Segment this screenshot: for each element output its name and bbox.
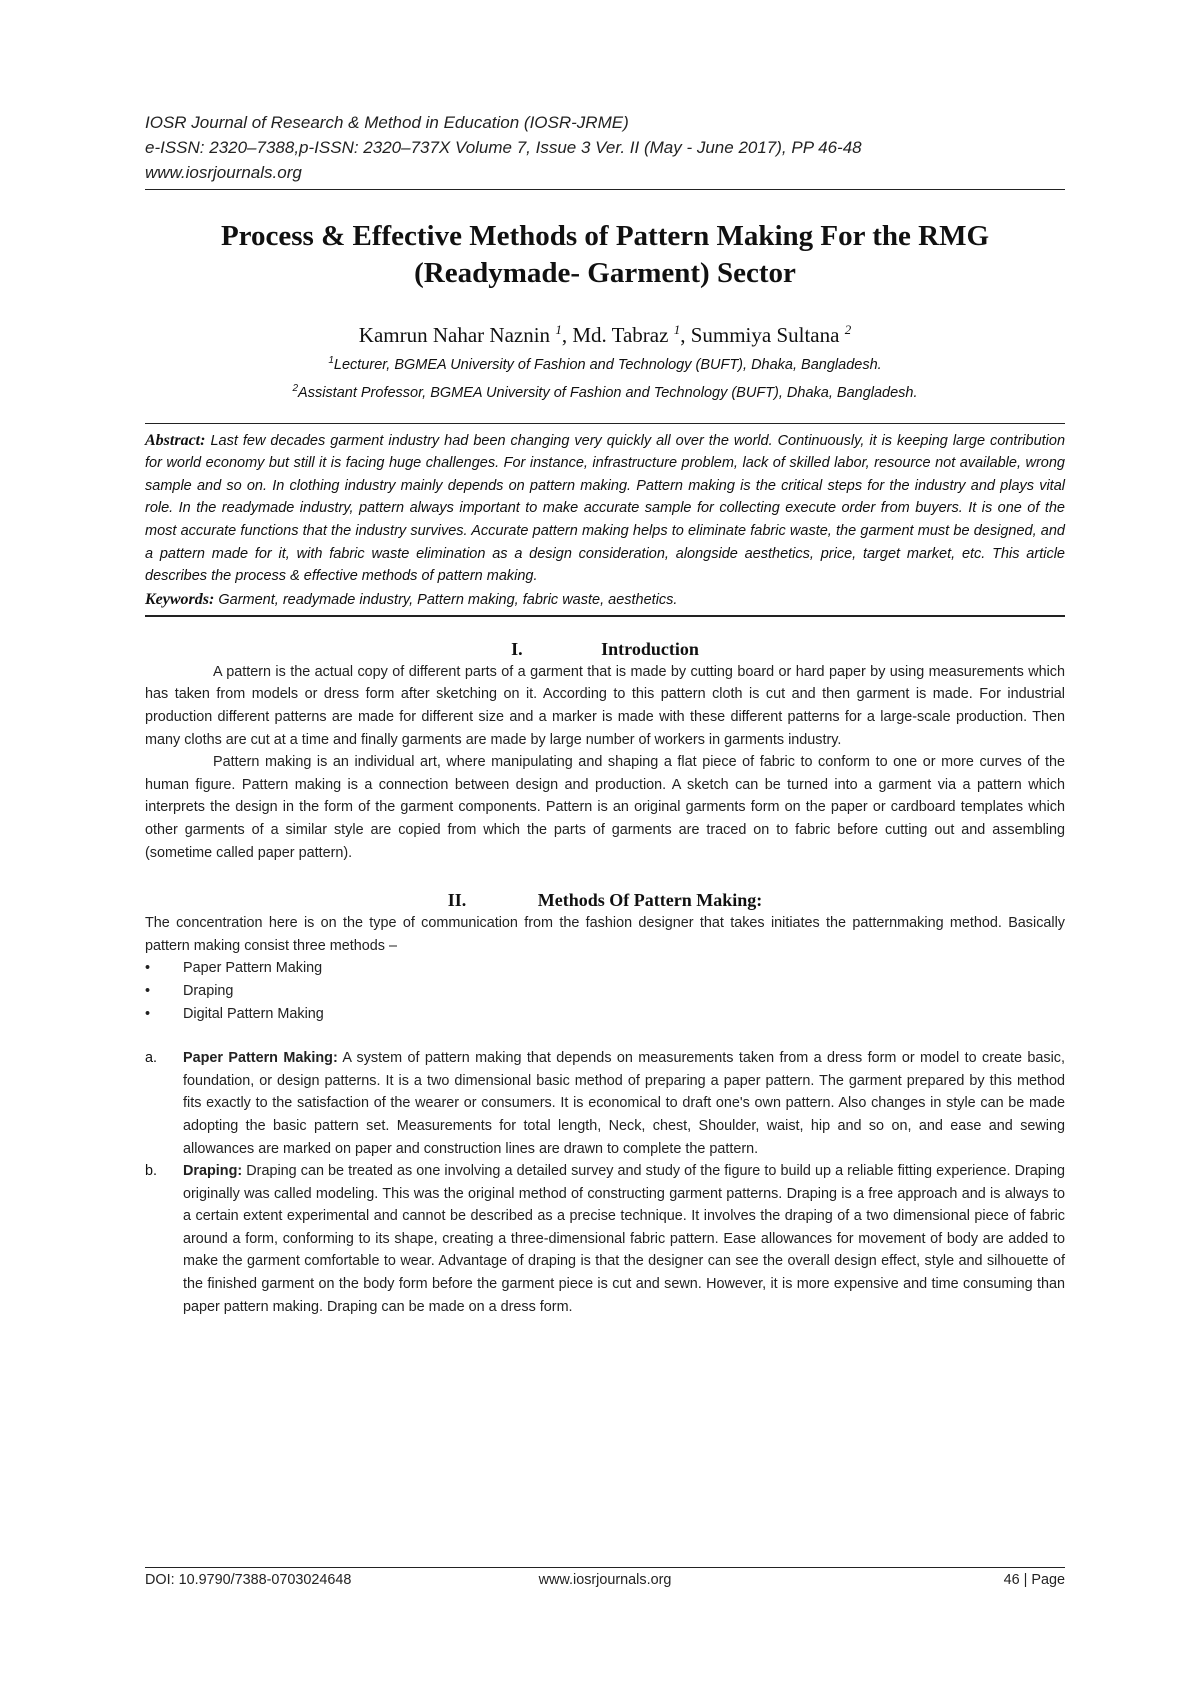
affiliation-mark: 2 xyxy=(292,382,299,394)
section-heading-methods xyxy=(145,888,1065,912)
author-affil-mark: 2 xyxy=(844,322,852,337)
bullet-icon: • xyxy=(145,1005,151,1022)
item-marker: a. xyxy=(145,1050,158,1067)
abstract-section xyxy=(145,423,1065,611)
affiliation-text: Assistant Professor, BGMEA University of Fashion and Technology (BUFT), Dhaka, Bangladesh. xyxy=(298,384,918,401)
abstract-rule xyxy=(145,615,1065,617)
title-line-1: Process & Effective Methods of Pattern Making For the RMG xyxy=(220,220,990,252)
affiliation-line xyxy=(145,349,1065,377)
intro-paragraph-2: Pattern making is an individual art, where manipulating and shaping a flat piece of fabric to conform to one or more curves of the human figure. Pattern making is a connection between design and production. A sketch can be turned into a garment via a pattern which interprets the design in the form of the garment components. Pattern is an original garments form on the paper or cardboard templates which other garments of a similar style are copied from which the parts of garments are traced on to fabric before cutting out and assembling (sometime called paper pattern). xyxy=(145,754,1065,861)
affiliation-line xyxy=(145,377,1065,405)
methods-intro: The concentration here is on the type of communication from the fashion designer that takes initiates the patternmaking method. Basically pattern making consist three methods – xyxy=(145,915,1065,954)
bullet-icon: • xyxy=(145,982,151,999)
affiliations xyxy=(145,349,1065,405)
section-number: I. xyxy=(511,638,523,659)
footer-site[interactable]: www.iosrjournals.org xyxy=(538,1572,672,1588)
list-item-text: Paper Pattern Making xyxy=(183,960,323,977)
journal-url[interactable]: www.iosrjournals.org xyxy=(145,163,302,182)
item-marker: b. xyxy=(145,1163,158,1180)
abstract-label: Abstract: xyxy=(145,431,206,449)
list-item-text: Digital Pattern Making xyxy=(183,1005,324,1022)
item-text: Draping can be treated as one involving a detailed survey and study of the figure to build up a reliable fitting experience. Draping originally was called modeling. This was the original method of constructing garment patterns. Draping is a free approach and is always to a certain extent experimental and cannot be described as a precise technique. It involves the draping of a two dimensional piece of fabric around a form, conforming to its shape, creating a three-dimensional fabric pattern. Ease allowances for movement of body are added to make the garment comfortable to wear. Advantage of draping is that the designer can see the overall design effect, style and silhouette of the finished garment on the body form before the garment piece is cut and sewn. However, it is more expensive and time consuming than paper pattern making. Draping can be made on a dress form. xyxy=(183,1163,1066,1315)
methods-lettered-list xyxy=(145,1047,1065,1318)
footer-doi[interactable]: DOI: 10.9790/7388-0703024648 xyxy=(145,1572,352,1588)
affiliation-mark: 1 xyxy=(328,355,334,366)
author-name: Md. Tabraz xyxy=(572,323,669,347)
title-line-2: (Readymade- Garment) Sector xyxy=(414,257,796,289)
footer-page-number: 46 | Page xyxy=(1003,1572,1065,1588)
paper-title xyxy=(145,218,1065,292)
item-text: A system of pattern making that depends on measurements taken from a dress form or model to create basic, foundation, or design patterns. It is a two dimensional basic method of preparing a paper pattern. The garment prepared by this method fits exactly to the satisfaction of the wearer or consumers. It is economical to draft one's own pattern. Also changes in style can be made adopting the basic pattern set. Measurements for total length, Neck, chest, Shoulder, waist, hip and so on, and ease and sewing allowances are marked on paper and construction lines are drawn to complete the pattern. xyxy=(183,1050,1065,1157)
section-title: Methods Of Pattern Making: xyxy=(537,890,763,911)
item-body xyxy=(183,1160,1065,1318)
methods-bullet-list xyxy=(145,957,1065,1025)
author-affil-mark: 1 xyxy=(673,322,681,337)
item-label: Draping: xyxy=(183,1163,243,1180)
author-list xyxy=(145,316,1065,349)
section-title: Introduction xyxy=(601,638,699,659)
author-name: Summiya Sultana xyxy=(690,323,840,347)
lettered-item-paper-pattern xyxy=(145,1047,1065,1160)
list-item xyxy=(145,957,1065,980)
keywords xyxy=(145,589,1065,611)
header-rule xyxy=(145,189,1065,190)
page-footer xyxy=(145,1567,1065,1588)
journal-header xyxy=(145,110,1065,185)
journal-issn: e-ISSN: 2320–7388,p-ISSN: 2320–737X Volume 7, Issue 3 Ver. II (May - June 2017), PP 46-48 xyxy=(145,138,862,157)
affiliation-text: Lecturer, BGMEA University of Fashion and Technology (BUFT), Dhaka, Bangladesh. xyxy=(333,356,882,373)
item-label: Paper Pattern Making: xyxy=(183,1050,338,1067)
keywords-text: Garment, readymade industry, Pattern making, fabric waste, aesthetics. xyxy=(218,591,678,608)
keywords-label: Keywords: xyxy=(145,590,215,608)
list-item xyxy=(145,980,1065,1003)
author-affil-mark: 1 xyxy=(555,322,562,337)
lettered-item-draping xyxy=(145,1160,1065,1318)
author-name: Kamrun Nahar Naznin xyxy=(358,323,551,347)
intro-paragraph-1: A pattern is the actual copy of different parts of a garment that is made by cutting board or hard paper by using measurements which has taken from models or dress form after sketching on it. According to this pattern cloth is cut and then garment is made. For industrial production different patterns are made for different size and a marker is made with these different patterns for a large-scale production. Then many cloths are cut at a time and finally garments are made by large number of workers in garments industry. xyxy=(145,663,1065,748)
paper-page xyxy=(145,110,1065,1318)
list-item xyxy=(145,1003,1065,1026)
section-number: II. xyxy=(447,890,467,911)
item-body xyxy=(183,1047,1065,1160)
author-separator: , xyxy=(561,323,573,347)
section-heading-introduction xyxy=(145,637,1065,661)
author-separator: , xyxy=(680,323,691,347)
journal-name: IOSR Journal of Research & Method in Education (IOSR-JRME) xyxy=(145,113,629,132)
list-item-text: Draping xyxy=(183,982,234,999)
abstract-text: Last few decades garment industry had been changing very quickly all over the world. Continuously, it is keeping large contribution for world economy but still it is facing huge challenges. For instance, infrastructure problem, lack of skilled labor, resource not available, wrong sample and so on. In clothing industry mainly depends on pattern making. Pattern making is the critical steps for the industry and plays vital role. In the readymade industry, pattern always important to make accurate sample for collecting execute order from buyers. It is one of the most accurate functions that the industry survives. Accurate pattern making helps to eliminate fabric waste, the garment must be designed, and a pattern made for it, with fabric waste elimination as a design consideration, alongside aesthetics, price, target market, etc. This article describes the process & effective methods of pattern making. xyxy=(145,432,1066,585)
bullet-icon: • xyxy=(145,960,151,977)
abstract xyxy=(145,430,1065,588)
